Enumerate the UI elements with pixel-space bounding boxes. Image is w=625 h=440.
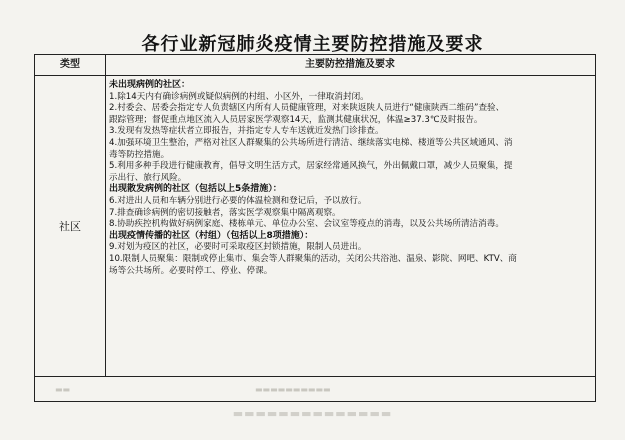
measure-line: 示出行、旅行风险。	[109, 172, 187, 183]
section-heading: 出现疫情传播的社区（村组）（包括以上8项措施）：	[109, 230, 314, 241]
row-measures-cell	[109, 80, 589, 277]
page-title: 各行业新冠肺炎疫情主要防控措施及要求	[141, 34, 484, 55]
row-type-label: 社区	[59, 220, 81, 233]
header-type: 类型	[35, 55, 106, 75]
measure-line: 跟踪管理；督促重点地区流入人员居家医学观察14天，监测其健康状况，体温≥37.3℃及时报告。	[109, 114, 483, 125]
measure-line: 9.对划为疫区的社区，必要时可采取疫区封锁措施，限制人员进出。	[109, 242, 367, 253]
faded-bleed-through-footer: ▬▬▬▬▬▬▬▬▬▬▬▬▬▬	[232, 407, 393, 420]
measure-line: 2.村委会、居委会指定专人负责辖区内所有人员健康管理，对来陕返陕人员进行“健康陕西二维码”查验、	[109, 103, 505, 114]
faded-bleed-through-row	[35, 377, 595, 401]
measure-line: 场等公共场所。必要时停工、停业、停课。	[109, 265, 273, 276]
measure-line: 6.对进出人员和车辆分别进行必要的体温检测和登记后，予以放行。	[109, 195, 367, 206]
measure-line: 3.发现有发热等症状者立即报告，并指定专人专车送就近发热门诊排查。	[109, 126, 384, 137]
measures-table	[34, 54, 596, 402]
faded-bleed-through-mark: ▬▬	[55, 385, 71, 394]
measure-line: 7.排查确诊病例的密切接触者，落实医学观察集中隔离观察。	[109, 207, 341, 218]
measure-line: 4.加强环境卫生整治，严格对社区人群聚集的公共场所进行清洁、继续落实电梯、楼道等公共区域通风、消	[109, 137, 513, 148]
section-heading: 未出现病例的社区：	[109, 80, 191, 90]
measure-line: 1.除14天内有确诊病例或疑似病例的村组、小区外，一律取消封闭。	[109, 91, 369, 102]
measure-line: 5.利用多种手段进行健康教育，倡导文明生活方式，居家经常通风换气，外出佩戴口罩，减少人员聚集，提	[109, 161, 513, 172]
header-measures: 主要防控措施及要求	[305, 59, 395, 70]
table-row	[35, 76, 595, 377]
table-header-row	[35, 55, 595, 76]
measure-line: 10.限制人员聚集：限制或停止集市、集会等人群聚集的活动，关闭公共浴池、温泉、影院、网吧、KTV、商	[109, 253, 517, 264]
measure-line: 毒等防控措施。	[109, 149, 170, 160]
measure-line: 8.协助疾控机构做好病例家庭、楼栋单元、单位办公室、会议室等疫点的消毒，以及公共场所清洁消毒。	[109, 219, 504, 230]
row-type-cell	[35, 76, 106, 376]
section-heading: 出现散发病例的社区（包括以上5条措施）：	[109, 184, 282, 195]
faded-bleed-through-mark: ▬▬▬▬▬▬▬▬▬▬	[255, 385, 331, 394]
